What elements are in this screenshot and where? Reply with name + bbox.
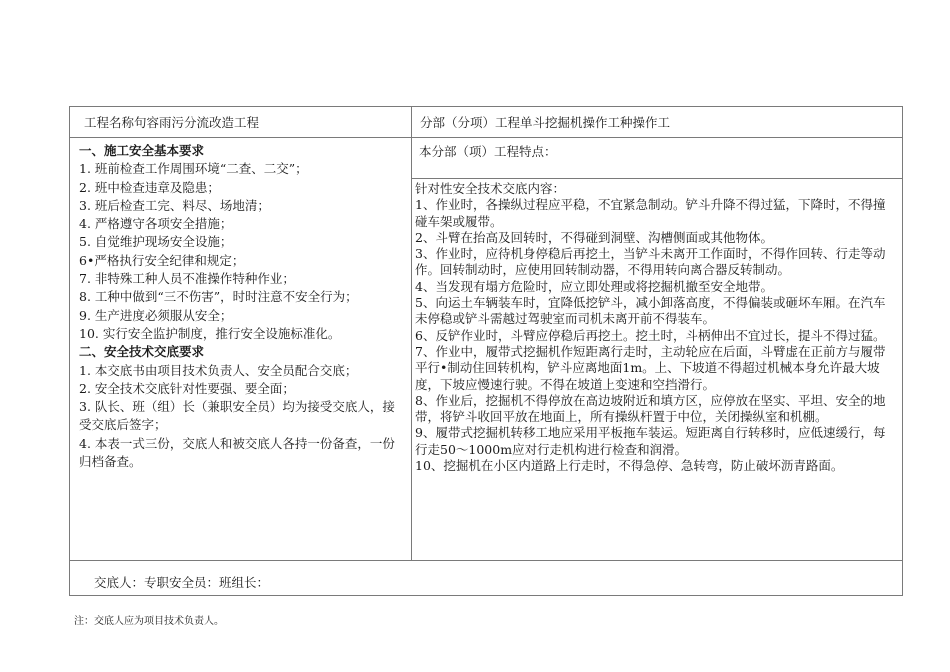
footnote: 注：交底人应为项目技术负责人。 (74, 616, 224, 627)
footer-divider (70, 560, 902, 561)
list-item: 3、作业时，应待机身停稳后再挖土，当铲斗未离开工作面时，不得作回转、行走等动作。回转制动时，应使用回转制动器，不得用转向离合器反转制动。 (415, 246, 886, 278)
signature-line: 交底人：专职安全员：班组长： (94, 575, 270, 590)
list-item: 4. 严格遵守各项安全措施； (79, 216, 233, 232)
list-item: 2. 班中检查违章及隐患； (79, 179, 220, 195)
list-item: 3. 班后检查工完、料尽、场地清； (79, 197, 270, 213)
list-item: 4. 本表一式三份，交底人和被交底人各持一份备查，一份归档备查。 (79, 435, 395, 470)
technical-content (415, 181, 895, 474)
list-item: 10. 实行安全监护制度，推行安全设施标准化。 (79, 325, 341, 341)
list-item: 8、作业后，挖掘机不得停放在高边坡附近和填方区，应停放在坚实、平坦、安全的地带，将铲斗收回平放在地面上，所有操纵杆置于中位，关闭操纵室和机棚。 (415, 392, 886, 425)
basic-requirements (79, 142, 405, 471)
list-item: 1. 本交底书由项目技术负责人、安全员配合交底； (79, 362, 358, 378)
list-item: 8. 工种中做到“三不伤害”，时时注意不安全行为； (79, 289, 358, 305)
list-item: 4、当发现有塌方危险时，应立即处理或将挖掘机撤至安全地带。 (415, 278, 773, 294)
list-item: 3. 队长、班（组）长（兼职安全员）均为接受交底人，接受交底后签字； (79, 399, 395, 433)
list-item: 2. 安全技术交底针对性要强、要全面； (79, 380, 295, 396)
list-item: 10、挖掘机在小区内道路上行走时，不得急停、急转弯，防止破坏沥青路面。 (415, 458, 844, 474)
list-item: 5、向运土车辆装车时，宜降低挖铲斗，减小卸落高度，不得偏装或砸坏车厢。在汽车未停稳或铲斗需越过驾驶室而司机未离开前不得装车。 (415, 295, 886, 327)
features-label: 本分部（项）工程特点： (419, 144, 557, 159)
section2-title: 二、安全技术交底要求 (79, 344, 205, 360)
project-name: 工程名称句容雨污分流改造工程 (84, 115, 260, 130)
section1-title: 一、施工安全基本要求 (79, 143, 205, 158)
list-item: 1. 班前检查工作周围环境“二查、二交”； (79, 161, 308, 177)
list-item: 2、斗臂在抬高及回转时，不得碰到洞壁、沟槽侧面或其他物体。 (415, 229, 773, 245)
sub-project-name: 分部（分项）工程单斗挖掘机操作工种操作工 (420, 115, 671, 130)
list-item: 6、反铲作业时，斗臂应停稳后再挖土。挖土时，斗柄伸出不宜过长，提斗不得过猛。 (415, 327, 886, 343)
list-item: 7、作业中，履带式挖掘机作短距离行走时，主动轮应在后面，斗臂虚在正前方与履带平行•制动住回转机构，铲斗应离地面1m。上、下坡道不得超过机械本身允许最大坡度，下坡应慢速行驶。不得在坡道上变速和空挡滑行。 (415, 343, 886, 392)
disclosure-table (69, 106, 903, 596)
content-title: 针对性安全技术交底内容： (415, 181, 566, 196)
header-divider (70, 137, 902, 138)
list-item: 1、作业时，各操纵过程应平稳，不宜紧急制动。铲斗升降不得过猛，下降时，不得撞碰车架或履带。 (415, 197, 886, 229)
features-divider (411, 178, 902, 179)
list-item: 9、履带式挖掘机转移工地应采用平板拖车装运。短距离自行转移时，应低速缓行，每行走50～1000m应对行走机构进行检查和润滑。 (415, 425, 886, 457)
list-item: 5. 自觉维护现场安全设施； (79, 234, 233, 250)
list-item: 6•严格执行安全纪律和规定； (79, 252, 245, 268)
list-item: 7. 非特殊工种人员不准操作特种作业； (79, 271, 295, 287)
list-item: 9. 生产进度必须服从安全； (79, 307, 233, 323)
column-divider (411, 107, 412, 560)
